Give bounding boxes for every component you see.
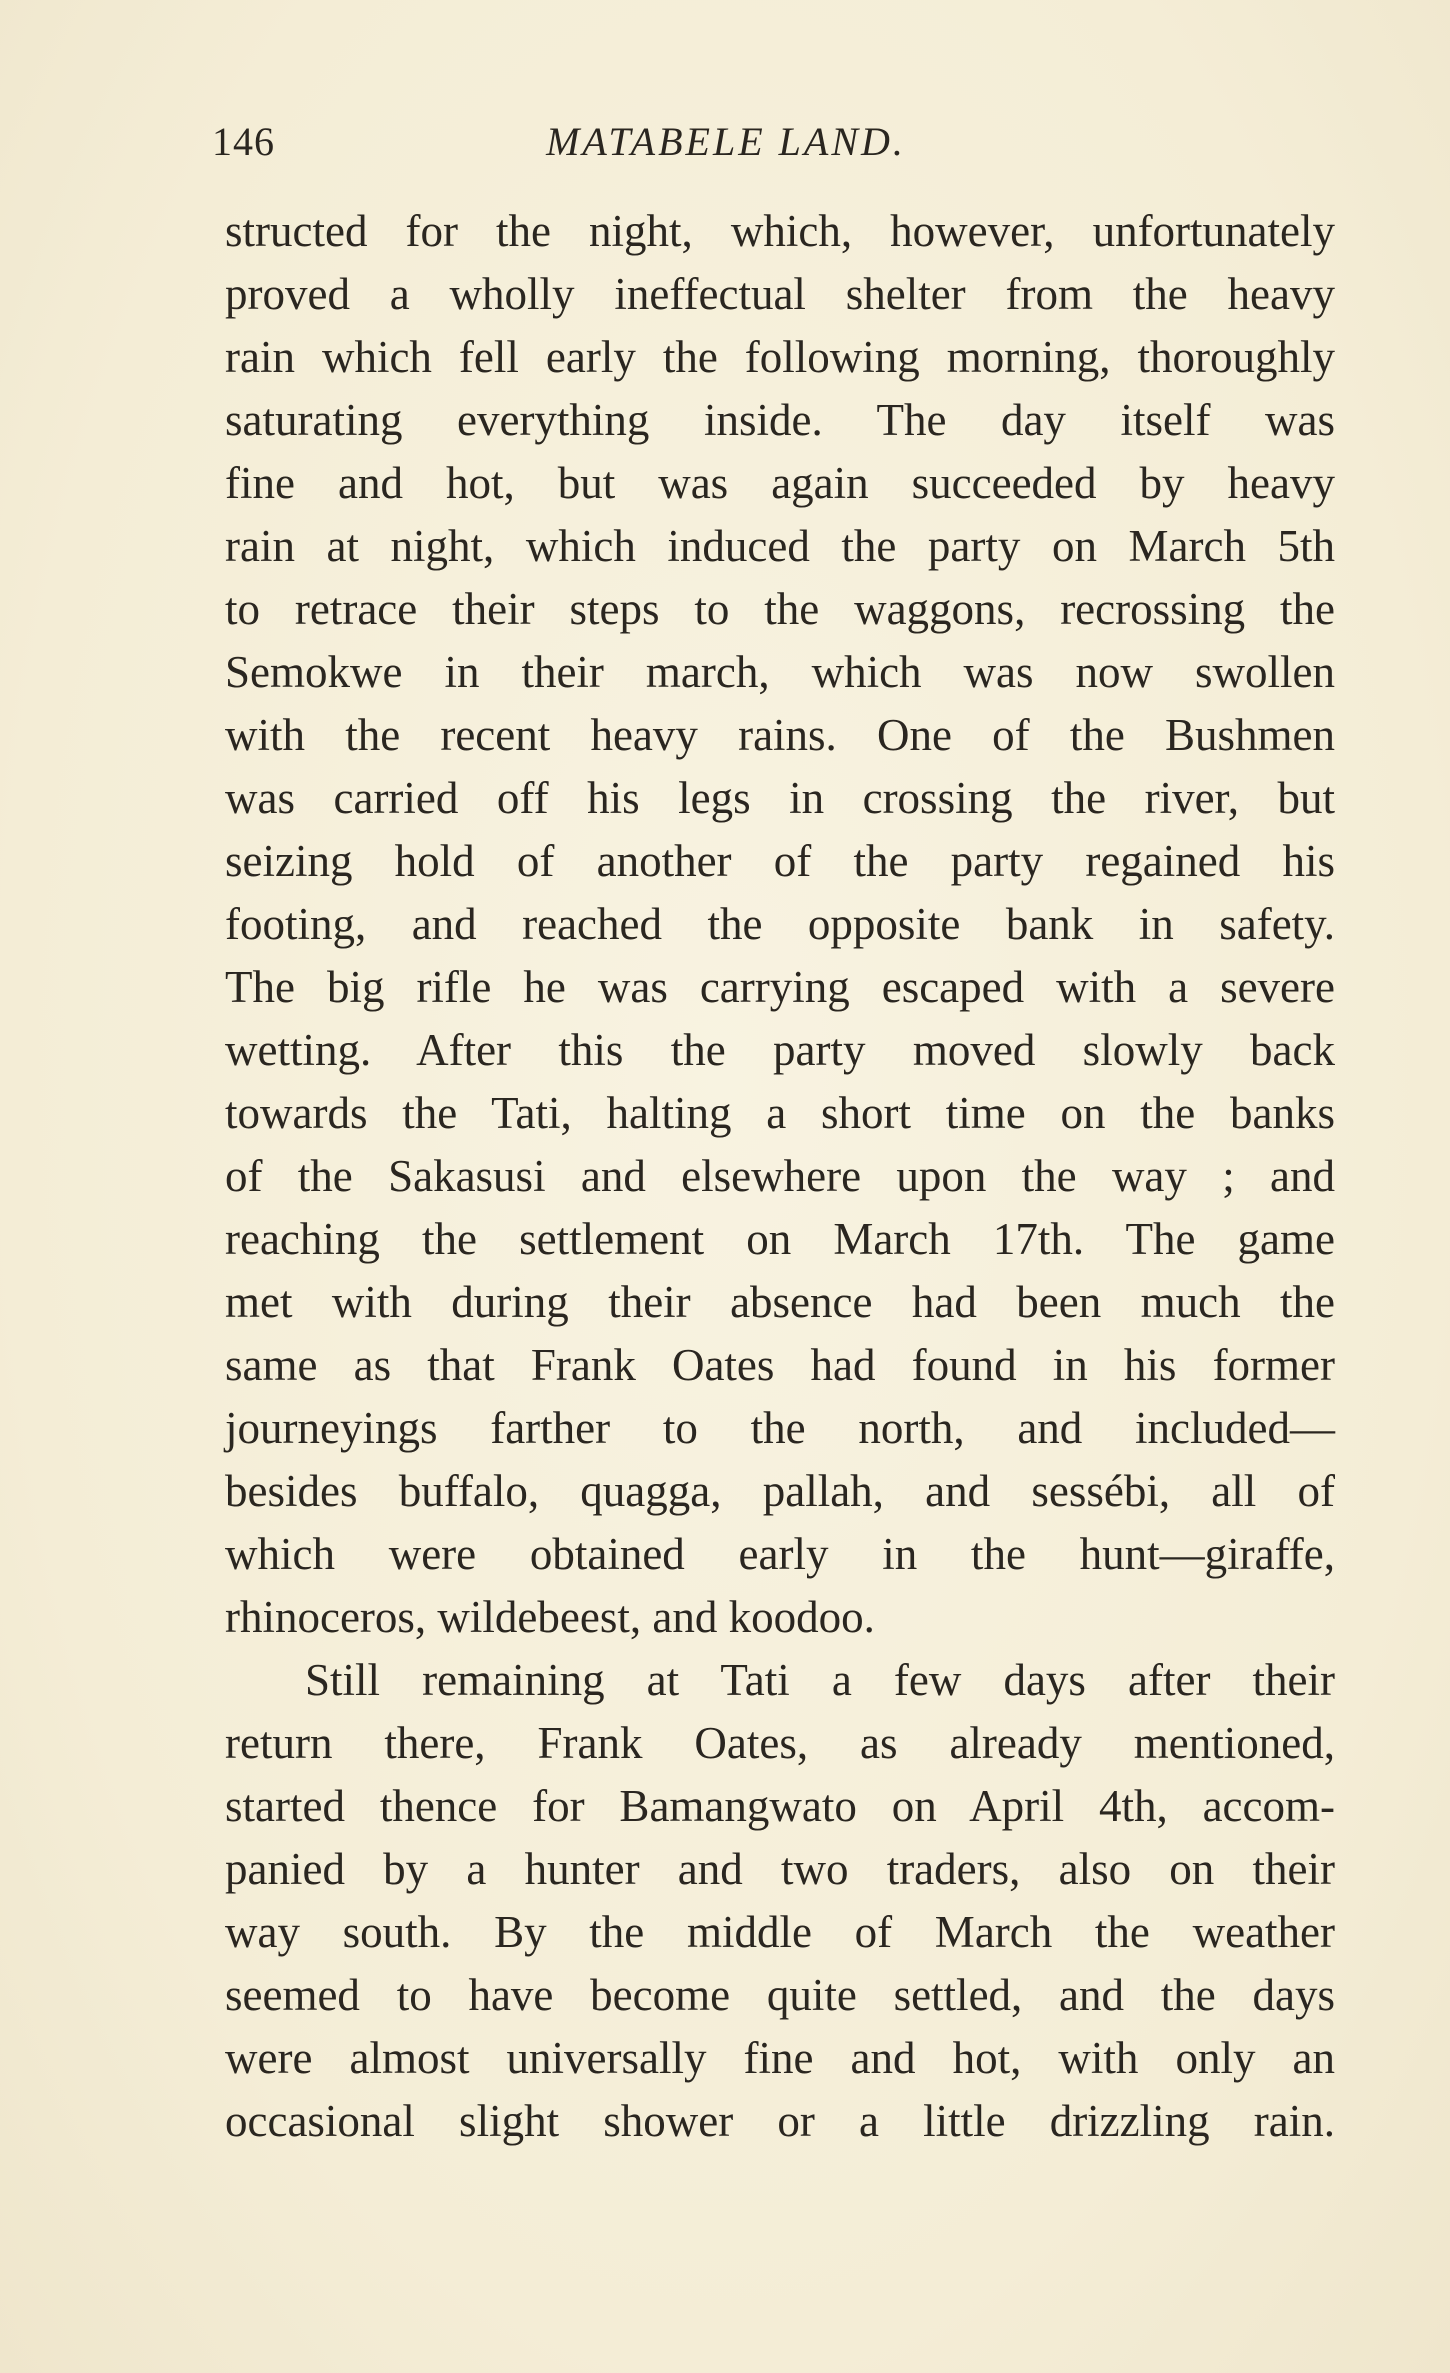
text-line: with the recent heavy rains. One of the Bushmen bbox=[225, 710, 1335, 760]
text-line: occasional slight shower or a little drizzling rain. bbox=[225, 2096, 1335, 2146]
text-line: panied by a hunter and two traders, also on their bbox=[225, 1844, 1335, 1894]
paragraph-1 bbox=[225, 200, 1335, 1649]
text-line: way south. By the middle of March the weather bbox=[225, 1907, 1335, 1957]
text-line: Semokwe in their march, which was now swollen bbox=[225, 647, 1335, 697]
text-line: structed for the night, which, however, unfortunately bbox=[225, 206, 1335, 256]
body-text bbox=[225, 200, 1335, 2153]
text-line: met with during their absence had been much the bbox=[225, 1277, 1335, 1327]
text-line: same as that Frank Oates had found in his former bbox=[225, 1340, 1335, 1390]
text-line: journeyings farther to the north, and included— bbox=[225, 1403, 1335, 1453]
text-line: rhinoceros, wildebeest, and koodoo. bbox=[225, 1592, 875, 1642]
text-line: reaching the settlement on March 17th. The game bbox=[225, 1214, 1335, 1264]
text-line: proved a wholly ineffectual shelter from the heavy bbox=[225, 269, 1335, 319]
text-line: footing, and reached the opposite bank in safety. bbox=[225, 899, 1335, 949]
text-line: of the Sakasusi and elsewhere upon the way ; and bbox=[225, 1151, 1335, 1201]
text-line: seemed to have become quite settled, and the days bbox=[225, 1970, 1335, 2020]
running-title: MATABELE LAND. bbox=[546, 119, 906, 164]
text-line: The big rifle he was carrying escaped with a severe bbox=[225, 962, 1335, 1012]
text-line: Still remaining at Tati a few days after their bbox=[305, 1655, 1335, 1705]
text-line: rain at night, which induced the party on March 5th bbox=[225, 521, 1335, 571]
text-line: was carried off his legs in crossing the river, but bbox=[225, 773, 1335, 823]
running-head bbox=[212, 118, 1240, 178]
text-line: besides buffalo, quagga, pallah, and sessébi, all of bbox=[225, 1466, 1335, 1516]
text-line: which were obtained early in the hunt—giraffe, bbox=[225, 1529, 1335, 1579]
paragraph-2 bbox=[225, 1649, 1335, 2153]
text-line: were almost universally fine and hot, with only an bbox=[225, 2033, 1335, 2083]
text-line: saturating everything inside. The day itself was bbox=[225, 395, 1335, 445]
text-line: seizing hold of another of the party regained his bbox=[225, 836, 1335, 886]
text-line: wetting. After this the party moved slowly back bbox=[225, 1025, 1335, 1075]
text-line: started thence for Bamangwato on April 4th, accom- bbox=[225, 1781, 1335, 1831]
text-line: to retrace their steps to the waggons, recrossing the bbox=[225, 584, 1335, 634]
page-number: 146 bbox=[212, 119, 275, 164]
text-line: return there, Frank Oates, as already mentioned, bbox=[225, 1718, 1335, 1768]
text-line: rain which fell early the following morning, thoroughly bbox=[225, 332, 1335, 382]
text-line: fine and hot, but was again succeeded by heavy bbox=[225, 458, 1335, 508]
text-line: towards the Tati, halting a short time on the banks bbox=[225, 1088, 1335, 1138]
